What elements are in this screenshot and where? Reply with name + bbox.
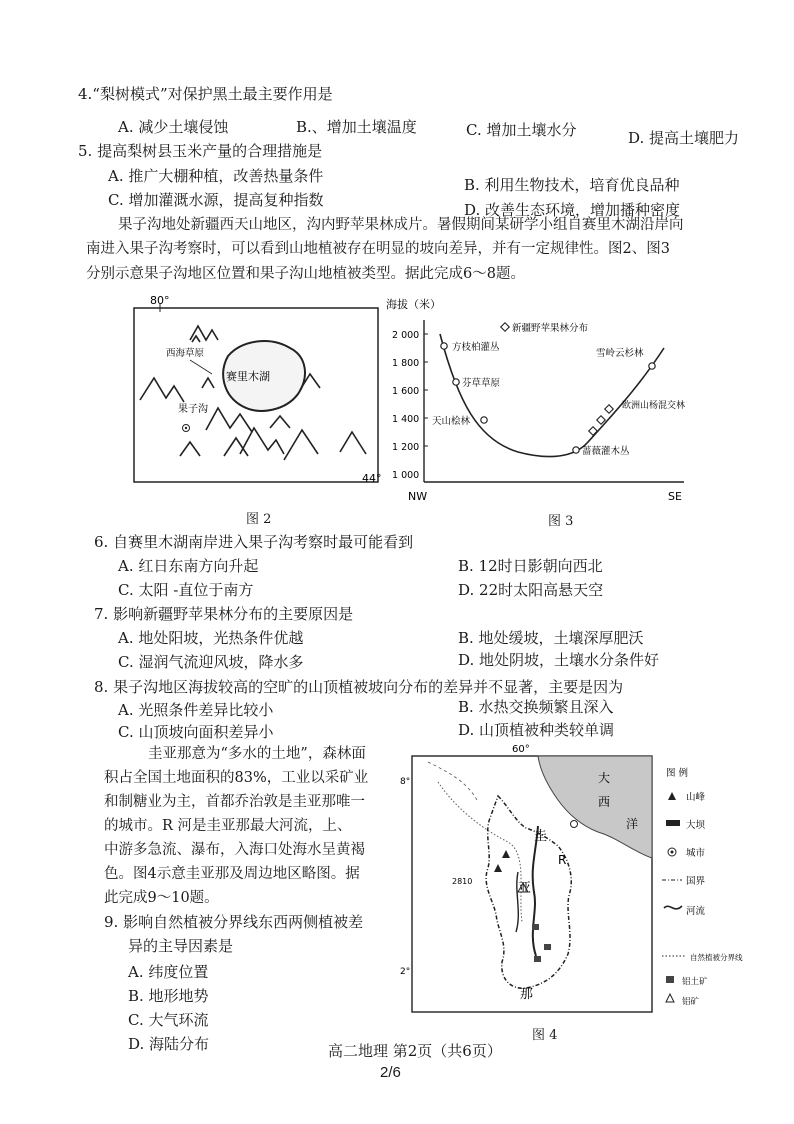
- q9-option-b: B. 地形地势: [128, 987, 209, 1005]
- fig2-plain-label: 西海草原: [166, 348, 205, 359]
- q4-option-c: C. 增加土壤水分: [466, 121, 577, 139]
- q6-option-c: C. 太阳 -直位于南方: [118, 581, 254, 599]
- q5-option-c: C. 增加灌溉水源，提高复种指数: [108, 191, 324, 209]
- q6-option-a: A. 红日东南方向升起: [118, 557, 259, 575]
- q7-stem: 7. 影响新疆野苹果林分布的主要原因是: [94, 605, 354, 623]
- q4-stem: 4.“梨树模式”对保护黑土最主要作用是: [78, 85, 333, 103]
- fig3-ytick: 1 200: [392, 442, 420, 453]
- fig3-ytick: 1 600: [392, 386, 420, 397]
- q5-option-b: B. 利用生物技术，培育优良品种: [464, 176, 680, 194]
- fig3-label-caoyuan: 芬草草原: [462, 378, 501, 389]
- fig4-lat-bottom: 2°: [400, 967, 411, 977]
- fig4-country-1: 圭: [534, 829, 548, 844]
- fig3-yticks: [392, 330, 419, 481]
- q4-option-d: D. 提高土壤肥力: [628, 129, 740, 147]
- q7-option-a: A. 地处阳坡，光热条件优越: [118, 629, 304, 647]
- fig4-elev: 2810: [452, 877, 473, 886]
- fig2-lon-label: 80°: [150, 294, 170, 307]
- q7-option-d: D. 地处阴坡，土壤水分条件好: [458, 651, 660, 669]
- passage2-line-5: 中游多急流、瀑布，入海口处海水呈黄褐: [104, 842, 365, 858]
- fig3-x-left: NW: [408, 490, 428, 503]
- fig2-lake-label: 赛里木湖: [226, 370, 270, 383]
- q9-stem-line-2: 异的主导因素是: [128, 937, 234, 955]
- fig4-legend-border: 国界: [686, 876, 706, 887]
- fig3-label-fangzhibai: 方枝柏灌丛: [452, 342, 500, 353]
- fig3-legend: 新疆野苹果林分布: [512, 323, 589, 334]
- figure-4-caption: 图 4: [532, 1028, 558, 1043]
- figure-4-map: [398, 742, 743, 1018]
- q5-option-d: D. 改善生态环境，增加播种密度: [464, 201, 681, 219]
- passage2-line-2: 积占全国土地面积的83%，工业以采矿业: [104, 770, 369, 786]
- fig4-legend-mine: 铝矿: [682, 997, 700, 1007]
- fig3-ytick: 2 000: [392, 330, 420, 341]
- passage1-line-2: 南进入果子沟考察时，可以看到山地植被存在明显的坡向差异，并有一定规律性。图2、图3: [86, 241, 670, 257]
- q8-option-a: A. 光照条件差异比较小: [118, 701, 274, 719]
- page-footer-line: 高二地理 第2页（共6页）: [328, 1042, 502, 1060]
- page-number: 2/6: [380, 1064, 401, 1081]
- fig3-label-tianshan: 天山桧林: [432, 416, 471, 427]
- q6-option-b: B. 12时日影朝向西北: [458, 557, 603, 575]
- fig3-ytick: 1 400: [392, 414, 420, 425]
- fig4-lat-top: 8°: [400, 777, 411, 787]
- fig4-country-3: 那: [520, 987, 534, 1002]
- figure-3-chart: [378, 292, 690, 504]
- passage1-line-1: 果子沟地处新疆西天山地区，沟内野苹果林成片。暑假期间某研学小组自赛里木湖沿岸向: [118, 217, 684, 233]
- q4-option-a: A. 减少土壤侵蚀: [118, 118, 229, 136]
- passage2-line-6: 色。图4示意圭亚那及周边地区略图。据: [104, 866, 360, 882]
- fig4-legend-bauxite: 铝土矿: [682, 977, 708, 987]
- fig4-lon-label: 60°: [512, 744, 530, 755]
- fig4-legend-veg: 自然植被分界线: [690, 953, 743, 962]
- fig3-x-right: SE: [668, 490, 682, 503]
- q9-option-c: C. 大气环流: [128, 1011, 209, 1029]
- fig4-sea-3: 洋: [626, 817, 639, 831]
- q8-stem: 8. 果子沟地区海拔较高的空旷的山顶植被坡向分布的差异并不显著，主要是因为: [94, 678, 624, 696]
- passage2-line-7: 此完成9～10题。: [104, 890, 219, 906]
- fig4-legend-title: 图 例: [666, 768, 689, 779]
- fig4-legend: [662, 767, 743, 1007]
- fig4-legend-city: 城市: [686, 848, 706, 859]
- figure-2-caption: 图 2: [246, 512, 272, 527]
- fig3-yaxis-title: 海拔（米）: [386, 298, 441, 311]
- passage1-line-3: 分别示意果子沟地区位置和果子沟山地植被类型。据此完成6～8题。: [86, 266, 525, 282]
- q9-option-d: D. 海陆分布: [128, 1035, 210, 1053]
- q9-stem-line-1: 9. 影响自然植被分界线东西两侧植被差: [104, 913, 364, 931]
- fig4-country-2: 亚: [518, 881, 532, 896]
- q7-option-b: B. 地处缓坡，土壤深厚肥沃: [458, 629, 644, 647]
- q6-stem: 6. 自赛里木湖南岸进入果子沟考察时最可能看到: [94, 533, 414, 551]
- q5-stem: 5. 提高梨树县玉米产量的合理措施是: [78, 142, 323, 160]
- fig4-sea-1: 大: [598, 771, 611, 785]
- fig4-sea-2: 西: [598, 795, 611, 809]
- fig3-label-qiangwei: 蔷薇灌木丛: [582, 446, 630, 457]
- passage2-line-1: 圭亚那意为“多水的土地”，森林面: [148, 746, 366, 762]
- passage2-line-3: 和制糖业为主，首都乔治敦是圭亚那唯一: [104, 794, 365, 810]
- q8-option-b: B. 水热交换频繁且深入: [458, 698, 614, 716]
- fig4-river-label: R: [558, 853, 567, 867]
- fig4-legend-dam: 大坝: [686, 820, 706, 831]
- fig2-valley-label: 果子沟: [178, 404, 208, 415]
- passage2-line-4: 的城市。R 河是圭亚那最大河流，上、: [104, 818, 352, 834]
- fig3-ytick: 1 000: [392, 470, 420, 481]
- figure-2-map: [120, 290, 390, 495]
- figure-3-caption: 图 3: [548, 514, 574, 529]
- q9-option-a: A. 纬度位置: [128, 963, 209, 981]
- q8-option-d: D. 山顶植被种类较单调: [458, 721, 615, 739]
- fig3-ytick: 1 800: [392, 358, 420, 369]
- q5-option-a: A. 推广大棚种植，改善热量条件: [108, 167, 324, 185]
- fig2-lat-label: 44°: [362, 472, 382, 485]
- fig3-label-yunshan: 雪岭云杉林: [596, 348, 644, 359]
- q7-option-c: C. 湿润气流迎风坡，降水多: [118, 653, 304, 671]
- q8-option-c: C. 山顶坡向面积差异小: [118, 723, 274, 741]
- q4-option-b: B.、增加土壤温度: [296, 118, 417, 136]
- fig3-label-shanyang: 欧洲山杨混交林: [622, 401, 686, 411]
- fig4-legend-peak: 山峰: [686, 792, 706, 803]
- fig4-legend-river: 河流: [686, 906, 706, 917]
- q6-option-d: D. 22时太阳高悬天空: [458, 581, 604, 599]
